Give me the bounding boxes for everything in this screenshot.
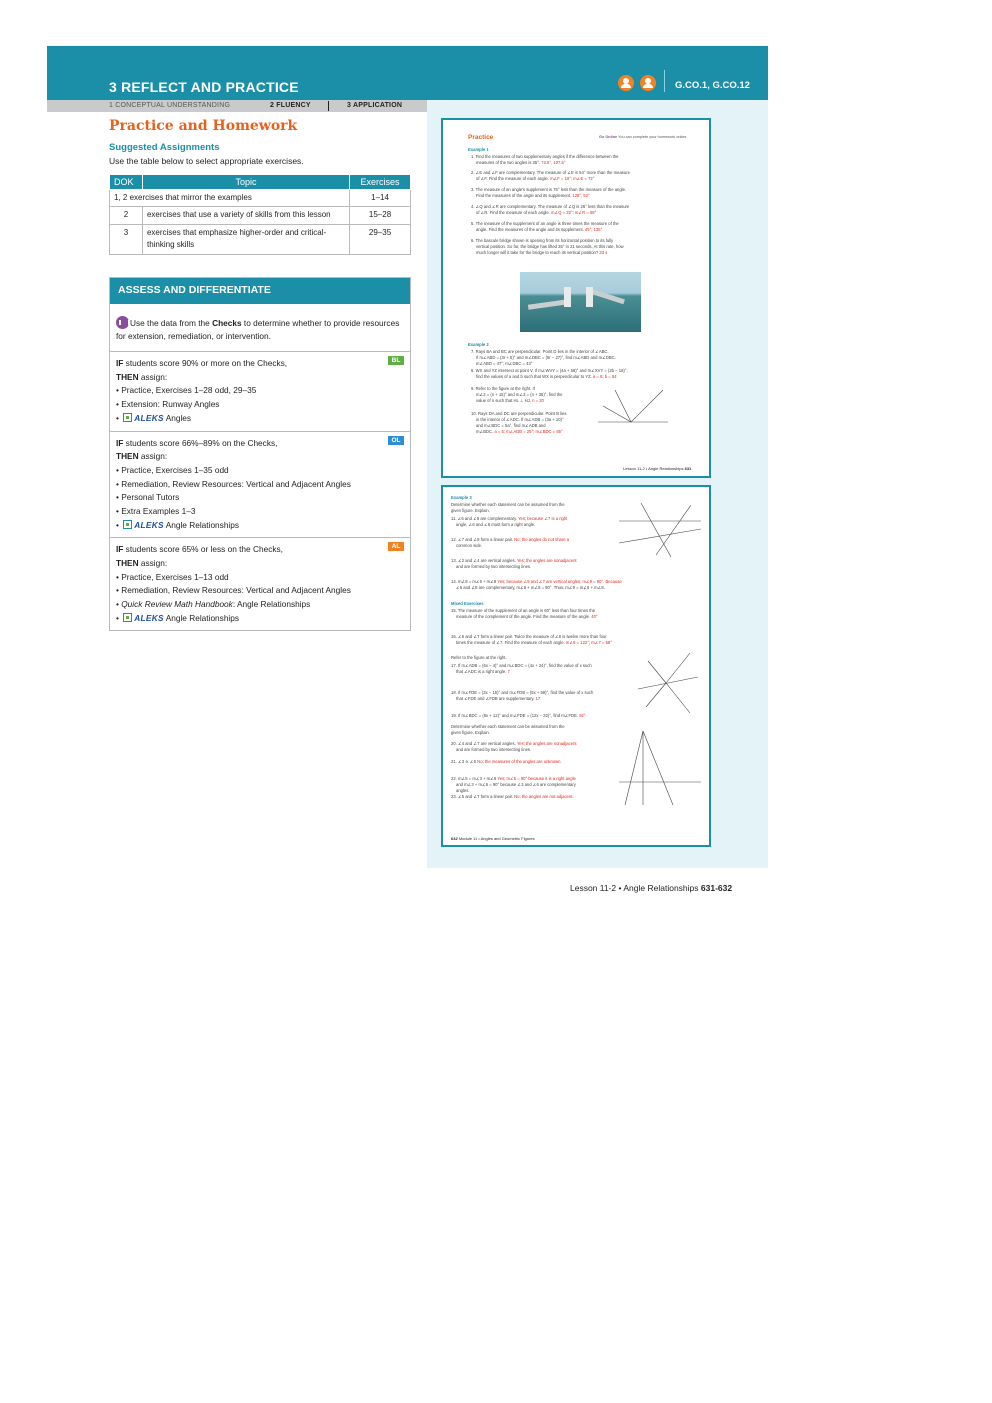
- list-item: • Extension: Runway Angles: [116, 399, 220, 410]
- row-topic: exercises that use a variety of skills from this lesson: [142, 207, 349, 224]
- assess-intro: Use the data from the Checks to determine whether to provide resources for extension, remediation, or intervention.: [110, 304, 410, 353]
- section-header: [47, 46, 768, 100]
- col-exercises: Exercises: [350, 175, 411, 190]
- practice-title: Practice and Homework: [109, 118, 298, 134]
- aleks-logo: ALEKS: [134, 519, 164, 530]
- table-row: [110, 224, 411, 254]
- phase-conceptual: 1 CONCEPTUAL UNDERSTANDING: [109, 102, 231, 109]
- table-row: [110, 207, 411, 224]
- section-title: 3 REFLECT AND PRACTICE: [109, 79, 299, 95]
- page-footer: Lesson 11-2 • Angle Relationships 631-632: [570, 883, 733, 893]
- header-divider: [664, 70, 665, 92]
- go-online-note: Go Online You can complete your homework online.: [599, 135, 688, 139]
- row-dok-topic: 1, 2 exercises that mirror the examples: [110, 190, 350, 207]
- intersecting-lines-figure: [611, 499, 706, 559]
- list-item: • ALEKS Angle Relationships: [116, 519, 240, 530]
- table-row: [110, 190, 411, 207]
- phase-separator: [328, 101, 329, 111]
- assess-title: ASSESS AND DIFFERENTIATE: [110, 278, 410, 304]
- tier-beyond-level: BL IF students score 90% or more on the Checks, THEN assign: • Practice, Exercises 1–28 odd, 29–35 • Extension: Runway Angles • ALEKS Angles: [110, 352, 410, 431]
- assess-differentiate-box: [109, 277, 411, 632]
- badge-ol: OL: [388, 436, 404, 445]
- angle-figure-hjl: [593, 386, 673, 446]
- aleks-logo: ALEKS: [134, 412, 164, 423]
- checkbox-icon: [123, 613, 132, 622]
- individual-icon: [618, 75, 634, 91]
- tier-on-level: OL IF students score 66%–89% on the Checks, THEN assign: • Practice, Exercises 1–35 odd • Remediation, Review Resources: Vertical and Adjacent Angles • Personal Tutors • Extra Examples 1–3 • ALEKS Angle Relationships: [110, 432, 410, 539]
- list-item: • Remediation, Review Resources: Vertical and Adjacent Angles: [116, 585, 351, 596]
- tier-approaching-level: AL IF students score 65% or less on the Checks, THEN assign: • Practice, Exercises 1–13 odd • Remediation, Review Resources: Vertical and Adjacent Angles • Quick Review Math Handbook: Angle Relationships • ALEKS Angle Relationships: [110, 538, 410, 630]
- phase-strip: [47, 100, 427, 112]
- list-item: • Remediation, Review Resources: Vertical and Adjacent Angles: [116, 478, 351, 489]
- pairs-icon: [640, 75, 656, 91]
- list-item: • Practice, Exercises 1–13 odd: [116, 571, 229, 582]
- row-topic: exercises that emphasize higher-order and critical-thinking skills: [142, 224, 349, 254]
- phase-fluency: 2 FLUENCY: [270, 102, 311, 109]
- aleks-logo: ALEKS: [134, 612, 164, 623]
- grouping-icons: [618, 75, 656, 91]
- teacher-edition-page: [47, 46, 768, 868]
- checkbox-icon: [123, 520, 132, 529]
- col-dok: DOK: [110, 175, 143, 190]
- list-item: • Practice, Exercises 1–28 odd, 29–35: [116, 385, 257, 396]
- table-intro: Use the table below to select appropriate exercises.: [109, 156, 304, 166]
- student-page-631: Practice Go Online You can complete your homework online. Example 1 1. Find the measures of two supplementary angles if the difference between the measures of the two angles is 35°. 72.5°, 107.5° 2. ∠E and ∠F are complementary. The measure of ∠E is 54° more than the measure of ∠F. Find the measure of each angle. m∠F = 18°; m∠E = 72° 3. The measure of an angle's supplement is 76° less than the measure of the angle. Find the measures of the angle and its supplement. 128°; 52° 4. ∠Q and ∠R are complementary. The measure of ∠Q is 26° less than the measure of ∠R. Find the measure of each angle. m∠Q = 32°; m∠R = 58° 5. The measure of the supplement of an angle is three times the measure of the angle. Find the measures of the angle and its supplement. 45°; 135° 6. The bascule bridge shown is opening from its horizontal position to its fully vertical position. So far, the bridge has lifted 35° in 21 seconds. At this rate, how much longer will it take for the bridge to reach its vertical position? 33 s Example 2 7. Rays BA and BC are perpendicular. Point D lies in the interior of ∠ABC. If m∠ABD = (3r + 5)° and m∠DBC = (5r − 27)°, find m∠ABD and m∠DBC. m∠ABD = 47°; m∠DBC = 43° 8. WX and YZ intersect at point V. If m∠WVY = (4a + 58)° and m∠XVY = (2b − 18)°, find the values of a and b such that WX is perpendicular to YZ. a = 8; b = 54 9. Refer to the figure at the right. If m∠2 = (n + 15)° and m∠3 = (n + 35)°, find the value of n such that HL ⊥ HJ. n = 20 10. Rays DA and DC are perpendicular. Point B lies in the interior of ∠ADC. If m∠ADB = (3a + 10)° and m∠BDC = 5a°, find m∠ADB and m∠BDC. a = 5; m∠ADB = 25°; m∠BDC = 65° Lesson 11-2 • Angle Relationships 631: [441, 118, 711, 478]
- list-item: • ALEKS Angle Relationships: [116, 612, 240, 623]
- row-dok: 2: [110, 207, 143, 224]
- student-page-632: Example 3 Determine whether each statement can be assumed from the given figure. Explain. 11. ∠6 and ∠8 are complementary. Yes; because ∠7 is a right angle, ∠6 and ∠8 must form a right angle. 12. ∠7 and ∠8 form a linear pair. No; the angles do not share a common side. 13. ∠2 and ∠4 are vertical angles. Yes; the angles are nonadjacent and are formed by two intersecting lines. 14. m∠9 = m∠6 + m∠8 Yes; because ∠9 and ∠7 are vertical angles, m∠9 = 90°. Because ∠6 and ∠8 are complementary, m∠6 + m∠8 = 90°. Thus, m∠9 = m∠6 + m∠8. Mixed Exercises 15. The measure of the supplement of an angle is 60° less than four times the measure of the complement of the angle. Find the measure of the angle. 40° 16. ∠6 and ∠7 form a linear pair. Twice the measure of ∠6 is twelve more than four times the measure of ∠7. Find the measure of each angle. m∠6 = 122°; m∠7 = 58° Refer to the figure at the right. 17. If m∠ADB = (6x − 4)° and m∠BDC = (4x + 24)°, find the value of x such that ∠ADC is a right angle. 7 18. If m∠FDE = (3x − 15)° and m∠FDB = (5x + 59)°, find the value of x such that ∠FDE and ∠FDB are supplementary. 17 19. If m∠BDC = (8x + 12)° and m∠FDE = (12x − 32)°, find m∠FDE. 92° Determine whether each statement can be assumed from the given figure. Explain. 20. ∠4 and ∠7 are vertical angles. Yes; the angles are nonadjacent and are formed by two intersecting lines. 21. ∠3 ≅ ∠6 No; the measures of the angles are unknown. 22. m∠5 = m∠3 + m∠6 Yes; m∠5 = 90° because it is a right angle and m∠3 + m∠6 = 90° because ∠3 and ∠6 are complementary angles. 23. ∠5 and ∠7 form a linear pair. No; the angles are not adjacent. 632 Module 11 • Angles and Geometric Figures: [441, 485, 711, 847]
- list-item: • Quick Review Math Handbook: Angle Relationships: [116, 599, 311, 610]
- bascule-bridge-photo: [520, 272, 641, 332]
- standards-label: G.CO.1, G.CO.12: [675, 80, 750, 91]
- checkbox-icon: [123, 413, 132, 422]
- col-topic: Topic: [142, 175, 349, 190]
- phase-application: 3 APPLICATION: [347, 102, 403, 109]
- data-chart-icon: [116, 316, 129, 329]
- practice-heading: Practice: [468, 134, 494, 141]
- suggested-assignments-title: Suggested Assignments: [109, 142, 220, 153]
- badge-al: AL: [388, 542, 404, 551]
- badge-bl: BL: [388, 356, 404, 365]
- left-column: [109, 118, 411, 631]
- row-exercises: 29–35: [350, 224, 411, 254]
- list-item: • Extra Examples 1–3: [116, 505, 196, 516]
- row-dok: 3: [110, 224, 143, 254]
- list-item: • ALEKS Angles: [116, 412, 192, 423]
- dok-table: [109, 174, 411, 255]
- rays-from-d-figure: [628, 647, 703, 717]
- list-item: • Personal Tutors: [116, 492, 180, 503]
- perpendicular-lines-figure: [613, 727, 703, 807]
- row-exercises: 1–14: [350, 190, 411, 207]
- list-item: • Practice, Exercises 1–35 odd: [116, 464, 229, 475]
- row-exercises: 15–28: [350, 207, 411, 224]
